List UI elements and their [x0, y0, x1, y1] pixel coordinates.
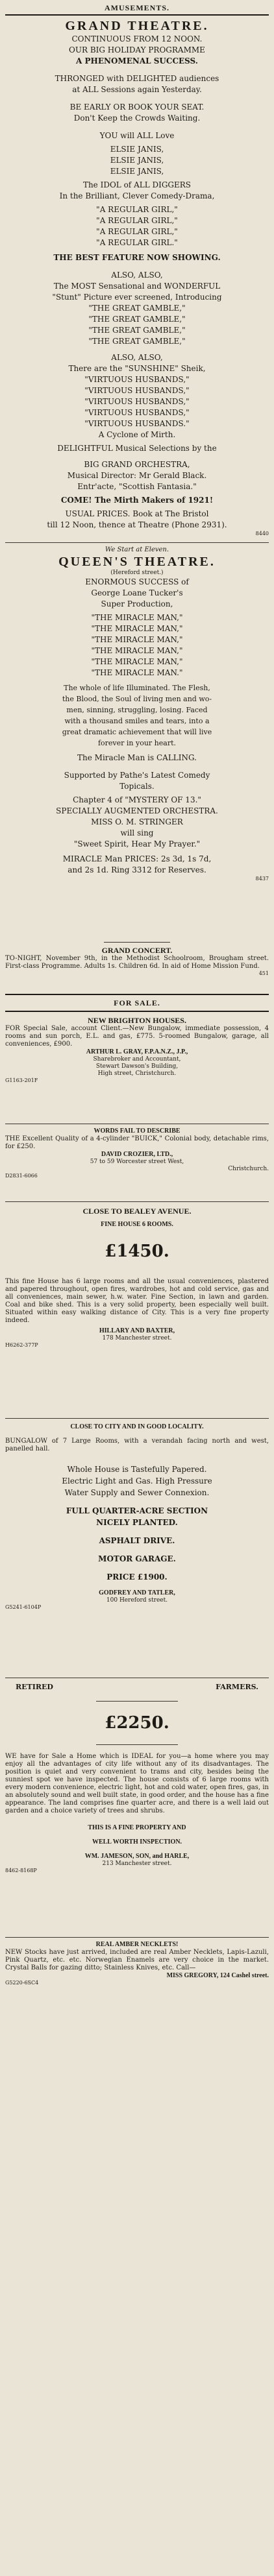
bungalow-ad: [0, 1423, 274, 1611]
ad-reference: G1163-201F: [5, 1077, 38, 1083]
queens-theatre-line: men, sinning, struggling, losing. Faced: [66, 706, 208, 714]
bealey-address: 178 Manchester street.: [102, 1335, 172, 1342]
divider: [5, 14, 269, 16]
buick-city: Christchurch.: [228, 1166, 269, 1172]
queens-theatre-line: MISS O. M. STRINGER: [91, 817, 183, 826]
queens-theatre-line: forever in your heart.: [97, 739, 177, 747]
grand-theatre-line: ELSIE JANIS,: [110, 145, 164, 154]
grand-theatre-line: till 12 Noon, thence at Theatre (Phone 2931).: [47, 520, 227, 529]
grand-concert-ad: [0, 946, 274, 977]
farmers-price: £2250.: [105, 1713, 169, 1733]
for-sale-heading: FOR SALE.: [114, 998, 160, 1007]
grand-theatre-line: "A REGULAR GIRL,": [96, 227, 178, 236]
bungalow-address: 100 Hereford street.: [106, 1597, 168, 1604]
queens-theatre-line: and 2s 1d. Ring 3312 for Reserves.: [68, 865, 206, 874]
necklets-title: REAL AMBER NECKLETS!: [95, 1941, 179, 1948]
ad-reference: 451: [258, 970, 269, 976]
queens-theatre-line: Chapter 4 of "MYSTERY OF 13.": [73, 795, 201, 804]
brighton-agent-line: Stewart Dawson's Building,: [95, 1063, 179, 1070]
queens-theatre-line: Supported by Pathe's Latest Comedy: [64, 771, 210, 780]
queens-theatre-line: "THE MIRACLE MAN,": [91, 646, 183, 655]
grand-theatre-line: Don't Keep the Crowds Waiting.: [73, 114, 201, 123]
grand-theatre-line: "VIRTUOUS HUSBANDS,": [84, 408, 190, 417]
grand-theatre-line: "VIRTUOUS HUSBANDS,": [84, 375, 190, 384]
necklets-text: NEW Stocks have just arrived, included are real Amber Necklets, Lapis-Lazuli, Pink Quartz, etc. etc. Norwegian Enamels are very choice in the market. Crystal Balls for gazing ditto; Stainless Knives, etc. Call—: [5, 1949, 269, 1971]
bungalow-agent: GODFREY AND TATLER,: [99, 1589, 175, 1596]
bungalow-line: Whole House is Tastefully Papered.: [67, 1465, 207, 1474]
grand-theatre-line: Entr'acte, "Scottish Fantasia.": [77, 482, 197, 491]
grand-theatre-line: THRONGED with DELIGHTED audiences: [55, 74, 219, 83]
buick-company: DAVID CROZIER, LTD.,: [101, 1151, 173, 1158]
grand-theatre-line: at ALL Sessions again Yesterday.: [72, 85, 202, 94]
grand-theatre-line: BIG GRAND ORCHESTRA,: [84, 460, 190, 469]
divider: [5, 1011, 269, 1012]
bungalow-lines: [5, 1463, 269, 1583]
farmers-heading: [5, 1683, 269, 1692]
queens-theatre-line: with a thousand smiles and tears, into a: [64, 717, 210, 725]
queens-theatre-line: The whole of life Illuminated. The Flesh,: [64, 684, 210, 692]
farmers-address: 213 Manchester street.: [102, 1860, 172, 1867]
queens-theatre-title: QUEEN'S THEATRE.: [58, 555, 216, 569]
queens-theatre-line: SPECIALLY AUGMENTED ORCHESTRA.: [56, 806, 218, 815]
brighton-agent: ARTHUR L. GRAY, F.P.A.N.Z., J.P.,: [86, 1048, 188, 1055]
bungalow-line: ASPHALT DRIVE.: [99, 1536, 175, 1545]
grand-theatre-line: "THE GREAT GAMBLE,": [88, 326, 186, 335]
amusements-heading: AMUSEMENTS.: [104, 3, 169, 12]
grand-theatre-line: "A REGULAR GIRL,": [96, 216, 178, 225]
farmers-line: THIS IS A FINE PROPERTY AND: [88, 1824, 186, 1831]
ad-reference: D2831-6066: [5, 1173, 38, 1179]
bealey-price: £1450.: [105, 1242, 169, 1261]
queens-theatre-line: "Sweet Spirit, Hear My Prayer.": [73, 839, 201, 849]
concert-text: TO-NIGHT, November 9th, in the Methodist Schoolroom, Brougham street. First-class Programme. Adults 1s. Children 6d. In aid of Home Mission Fund.: [5, 955, 269, 970]
queens-theatre-line: "THE MIRACLE MAN,": [91, 635, 183, 644]
farmers-text: WE have for Sale a Home which is IDEAL for you—a home where you may enjoy all the advantages of city life without any of its disadvantages. The position is quiet and very convenient to trams and city, besides being the sunniest spot we have inspected. The house consists of 6 large rooms with every modern convenience, electric light, hot and cold water, open fires, gas, in an absolutely sound and well built state, in good order, and the house has a fine appearance. The land comprises fine quarter acre, and there is a well laid out garden and a choice variety of trees and shrubs.: [5, 1753, 269, 1814]
brighton-agent-lines: [5, 1056, 269, 1077]
bungalow-line: MOTOR GARAGE.: [98, 1554, 176, 1563]
grand-theatre-line: THE BEST FEATURE NOW SHOWING.: [53, 253, 221, 262]
grand-theatre-line: DELIGHTFUL Musical Selections by the: [57, 444, 217, 453]
grand-theatre-line: COME! The Mirth Makers of 1921!: [60, 496, 214, 505]
for-sale-section: [0, 998, 274, 1008]
queens-theatre-line: "THE MIRACLE MAN.": [91, 668, 183, 677]
ad-reference: 8462-8168P: [5, 1868, 37, 1873]
grand-theatre-line: The IDOL of ALL DIGGERS: [82, 180, 192, 189]
ad-reference: H6262-377P: [5, 1342, 38, 1348]
grand-theatre-line: USUAL PRICES. Book at The Bristol: [65, 509, 209, 518]
buick-text: THE Excellent Quality of a 4-cylinder "BUICK," Colonial body, detachable rims, for £250.: [5, 1135, 269, 1150]
grand-theatre-line: YOU will ALL Love: [99, 131, 175, 140]
divider: [96, 1744, 178, 1745]
necklets-agent: MISS GREGORY, 124 Cashel street.: [166, 1972, 269, 1979]
bealey-subtitle: FINE HOUSE 6 ROOMS.: [101, 1221, 173, 1228]
grand-theatre-line: ELSIE JANIS,: [110, 167, 164, 176]
queens-theatre-line: MIRACLE Man PRICES: 2s 3d, 1s 7d,: [62, 854, 212, 863]
farmers-agent: WM. JAMESON, SON, and HARLE,: [84, 1853, 190, 1860]
grand-theatre-line: A Cyclone of Mirth.: [98, 430, 176, 439]
queens-theatre-line: "THE MIRACLE MAN,": [91, 657, 183, 666]
grand-theatre-line: Musical Director: Mr Gerald Black.: [67, 471, 207, 480]
grand-theatre-line: "THE GREAT GAMBLE,": [88, 337, 186, 346]
queens-intro: We Start at Eleven.: [105, 546, 169, 553]
brighton-agent-line: Sharebroker and Accountant,: [93, 1056, 181, 1063]
grand-theatre-line: ALSO, ALSO,: [111, 271, 163, 280]
queens-theatre-line: will sing: [120, 828, 154, 837]
queens-theatre-line: Super Production,: [101, 599, 173, 608]
grand-theatre-line: OUR BIG HOLIDAY PROGRAMME: [69, 45, 205, 54]
brighton-agent-line: High street, Christchurch.: [97, 1070, 177, 1077]
amber-necklets-ad: [0, 1941, 274, 1986]
queens-theatre-line: the Blood, the Soul of living men and wo-: [62, 695, 212, 703]
grand-theatre-line: ELSIE JANIS,: [110, 156, 164, 165]
grand-theatre-line: There are the "SUNSHINE" Sheik,: [68, 364, 206, 373]
divider: [5, 1937, 269, 1938]
divider: [5, 994, 269, 995]
ad-reference: 8437: [255, 876, 269, 882]
divider: [5, 1201, 269, 1202]
buick-ad: [0, 1127, 274, 1179]
queens-theatre-line: Topicals.: [119, 782, 155, 791]
new-brighton-ad: [0, 1016, 274, 1084]
farmers-right: FARMERS.: [216, 1683, 258, 1691]
grand-theatre-line: In the Brilliant, Clever Comedy-Drama,: [59, 191, 215, 200]
grand-theatre-line: "THE GREAT GAMBLE,": [88, 304, 186, 313]
divider: [5, 542, 269, 543]
bungalow-line: Electric Light and Gas. High Pressure: [62, 1476, 212, 1486]
divider: [5, 1418, 269, 1419]
divider: [104, 942, 170, 943]
amusements-section: [0, 3, 274, 13]
grand-theatre-line: CONTINUOUS FROM 12 NOON.: [71, 34, 203, 43]
buick-address: 57 to 59 Worcester street West,: [90, 1159, 184, 1165]
bealey-text: This fine House has 6 large rooms and all the usual conveniences, plastered and papered throughout, open fires, wardrobes, hot and cold service, gas and all conveniences, main sewer, h.w. water. Fine Section, in lawn and garden. Coal and bike shed. This is a very solid property, been especially well built. Situated within easy walking distance of City. This is a very fine property indeed.: [5, 1278, 269, 1324]
buick-title: WORDS FAIL TO DESCRIBE: [93, 1127, 181, 1135]
grand-theatre-line: The MOST Sensational and WONDERFUL: [53, 282, 221, 291]
queens-theatre-ad: [0, 546, 274, 882]
grand-theatre-line: "A REGULAR GIRL,": [96, 205, 178, 214]
queens-theatre-line: ENORMOUS SUCCESS of: [85, 577, 189, 586]
ad-reference: G5220-6SC4: [5, 1980, 39, 1986]
brighton-title: NEW BRIGHTON HOUSES.: [88, 1016, 186, 1025]
bungalow-line: Water Supply and Sewer Connexion.: [64, 1488, 210, 1497]
brighton-text: FOR Special Sale, account Client.—New Bungalow, immediate possession, 4 rooms and sun porch, E.L. and gas, £775. 5-roomed Bungalow, garage, all conveniences, £900.: [5, 1025, 269, 1048]
queens-theatre-line: great dramatic achievement that will live: [62, 728, 212, 736]
farmers-left: RETIRED: [16, 1683, 53, 1691]
farmers-line-2: WELL WORTH INSPECTION.: [92, 1838, 182, 1846]
grand-theatre-line: BE EARLY OR BOOK YOUR SEAT.: [69, 102, 205, 112]
grand-theatre-line: A PHENOMENAL SUCCESS.: [76, 56, 198, 66]
bealey-agent: HILLARY AND BAXTER,: [99, 1327, 175, 1334]
queens-theatre-line: "THE MIRACLE MAN,": [91, 624, 183, 633]
bungalow-line: PRICE £1900.: [106, 1572, 168, 1582]
divider: [96, 1701, 178, 1702]
bungalow-line: NICELY PLANTED.: [96, 1518, 178, 1527]
bungalow-title: CLOSE TO CITY AND IN GOOD LOCALITY.: [70, 1423, 204, 1430]
grand-theatre-line: "A REGULAR GIRL.": [96, 238, 178, 247]
grand-theatre-ad: [0, 18, 274, 537]
grand-theatre-line: "THE GREAT GAMBLE,": [88, 315, 186, 324]
grand-theatre-line: "VIRTUOUS HUSBANDS.": [84, 419, 190, 428]
queens-theatre-line: George Loane Tucker's: [91, 588, 183, 597]
grand-theatre-line: "Stunt" Picture ever screened, Introducing: [52, 293, 222, 302]
grand-theatre-line: "VIRTUOUS HUSBANDS,": [84, 397, 190, 406]
grand-theatre-lines: [5, 34, 269, 531]
retired-farmers-ad: [0, 1683, 274, 1874]
grand-theatre-line: "VIRTUOUS HUSBANDS,": [84, 386, 190, 395]
ad-reference: G5241-6104P: [5, 1604, 42, 1610]
queens-theatre-line: "THE MIRACLE MAN,": [91, 613, 183, 622]
queens-subtitle: (Hereford street.): [110, 570, 164, 576]
queens-theatre-line: The Miracle Man is CALLING.: [77, 753, 197, 762]
bungalow-line: FULL QUARTER-ACRE SECTION: [66, 1506, 208, 1515]
queens-theatre-lines: [5, 577, 269, 876]
concert-title: GRAND CONCERT.: [101, 946, 173, 955]
grand-theatre-title: GRAND THEATRE.: [65, 19, 209, 33]
bungalow-text: BUNGALOW of 7 Large Rooms, with a verandah facing north and west, panelled hall.: [5, 1438, 269, 1452]
ad-reference: 8440: [255, 531, 269, 536]
bealey-avenue-ad: [0, 1207, 274, 1349]
bealey-title: CLOSE TO BEALEY AVENUE.: [82, 1207, 192, 1216]
grand-theatre-line: ALSO, ALSO,: [111, 353, 163, 362]
